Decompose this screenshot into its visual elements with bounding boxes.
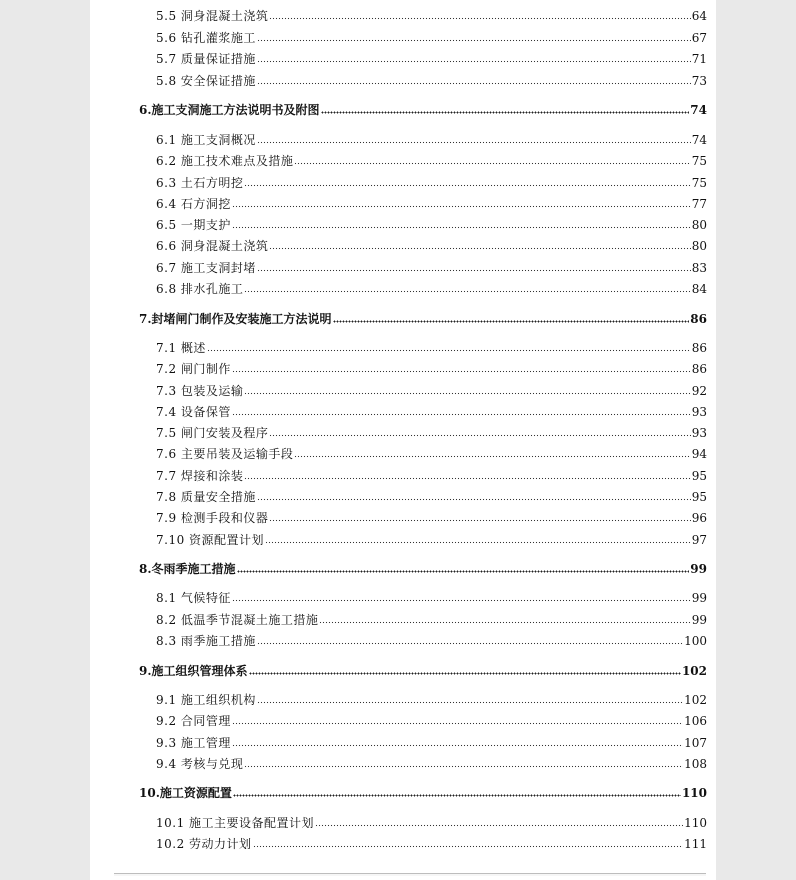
dot-leader: [269, 239, 690, 250]
toc-page-number: 110: [681, 786, 707, 800]
dot-leader: [253, 837, 684, 848]
page-bottom-edge: [114, 873, 706, 876]
dot-leader: [269, 9, 690, 20]
dot-leader: [232, 362, 691, 373]
toc-page-number: 86: [691, 362, 707, 376]
toc-section-entry[interactable]: [156, 281, 707, 297]
toc-section-entry[interactable]: [156, 340, 707, 356]
toc-section-entry[interactable]: [156, 30, 707, 46]
toc-entry-title: 5.5 洞身混凝土浇筑: [156, 9, 269, 23]
toc-page-number: 102: [681, 664, 707, 678]
toc-section-entry[interactable]: [156, 489, 707, 505]
toc-page-number: 99: [691, 591, 707, 605]
toc-page-number: 107: [684, 736, 707, 750]
toc-entry-title: 8.2 低温季节混凝土施工措施: [156, 613, 319, 627]
toc-chapter-entry[interactable]: [139, 561, 707, 577]
toc-section-entry[interactable]: [156, 836, 707, 852]
dot-leader: [257, 693, 683, 704]
toc-entry-title: 6.5 一期支护: [156, 218, 231, 232]
toc-page-number: 93: [691, 405, 707, 419]
toc-section-entry[interactable]: [156, 73, 707, 89]
dot-leader: [269, 511, 690, 522]
toc-chapter-entry[interactable]: [139, 102, 707, 118]
dot-leader: [207, 341, 691, 352]
toc-entry-title: 7.9 检测手段和仪器: [156, 511, 269, 525]
toc-entry-title: 8.冬雨季施工措施: [139, 562, 236, 576]
toc-section-entry[interactable]: [156, 510, 707, 526]
dot-leader: [232, 591, 691, 602]
toc-section-entry[interactable]: [156, 217, 707, 233]
dot-leader: [237, 562, 690, 573]
toc-section-entry[interactable]: [156, 51, 707, 67]
toc-chapter-entry[interactable]: [139, 663, 707, 679]
toc-page-number: 67: [691, 31, 707, 45]
toc-entry-title: 5.8 安全保证措施: [156, 74, 256, 88]
dot-leader: [244, 176, 690, 187]
toc-entry-title: 7.7 焊接和涂装: [156, 469, 244, 483]
toc-page-number: 74: [691, 133, 707, 147]
toc-page-number: 84: [691, 282, 707, 296]
toc-entry-title: 9.施工组织管理体系: [139, 664, 248, 678]
toc-entry-title: 5.6 钻孔灌浆施工: [156, 31, 256, 45]
toc-section-entry[interactable]: [156, 446, 707, 462]
dot-leader: [294, 154, 690, 165]
toc-section-entry[interactable]: [156, 260, 707, 276]
dot-leader: [232, 197, 691, 208]
toc-page-number: 96: [691, 511, 707, 525]
toc-chapter-entry[interactable]: [139, 785, 707, 801]
dot-leader: [257, 31, 691, 42]
toc-page-number: 93: [691, 426, 707, 440]
toc-section-entry[interactable]: [156, 468, 707, 484]
toc-section-entry[interactable]: [156, 196, 707, 212]
document-page: [90, 0, 716, 880]
toc-entry-title: 7.封堵闸门制作及安装施工方法说明: [139, 312, 332, 326]
toc-entry-title: 7.3 包装及运输: [156, 384, 244, 398]
toc-entry-title: 7.2 闸门制作: [156, 362, 231, 376]
toc-page-number: 110: [684, 816, 707, 830]
toc-page-number: 71: [691, 52, 707, 66]
dot-leader: [244, 757, 683, 768]
dot-leader: [257, 133, 691, 144]
toc-entry-title: 10.1 施工主要设备配置计划: [156, 816, 315, 830]
dot-leader: [294, 447, 690, 458]
toc-entry-title: 7.4 设备保管: [156, 405, 231, 419]
toc-section-entry[interactable]: [156, 756, 707, 772]
toc-section-entry[interactable]: [156, 404, 707, 420]
toc-section-entry[interactable]: [156, 383, 707, 399]
toc-page-number: 99: [690, 562, 707, 576]
dot-leader: [244, 384, 690, 395]
toc-section-entry[interactable]: [156, 713, 707, 729]
toc-page-number: 94: [691, 447, 707, 461]
toc-page-number: 95: [691, 469, 707, 483]
toc-entry-title: 7.6 主要吊装及运输手段: [156, 447, 294, 461]
dot-leader: [315, 816, 683, 827]
dot-leader: [232, 405, 691, 416]
dot-leader: [244, 469, 690, 480]
toc-entry-title: 7.8 质量安全措施: [156, 490, 256, 504]
dot-leader: [321, 103, 690, 114]
toc-page-number: 64: [691, 9, 707, 23]
toc-section-entry[interactable]: [156, 175, 707, 191]
dot-leader: [257, 490, 691, 501]
toc-entry-title: 10.2 劳动力计划: [156, 837, 252, 851]
toc-entry-title: 7.10 资源配置计划: [156, 533, 265, 547]
toc-entry-title: 10.施工资源配置: [139, 786, 232, 800]
dot-leader: [232, 714, 683, 725]
toc-entry-title: 9.2 合同管理: [156, 714, 231, 728]
toc-entry-title: 7.5 闸门安装及程序: [156, 426, 269, 440]
toc-entry-title: 5.7 质量保证措施: [156, 52, 256, 66]
dot-leader: [257, 52, 691, 63]
dot-leader: [269, 426, 690, 437]
toc-section-entry[interactable]: [156, 153, 707, 169]
dot-leader: [257, 261, 691, 272]
dot-leader: [257, 74, 691, 85]
toc-section-entry[interactable]: [156, 735, 707, 751]
toc-page-number: 99: [691, 613, 707, 627]
toc-page-number: 73: [691, 74, 707, 88]
toc-entry-title: 9.3 施工管理: [156, 736, 231, 750]
toc-page-number: 75: [691, 176, 707, 190]
toc-entry-title: 6.1 施工支洞概况: [156, 133, 256, 147]
toc-page-number: 106: [684, 714, 707, 728]
toc-page-number: 102: [684, 693, 707, 707]
toc-entry-title: 6.3 土石方明挖: [156, 176, 244, 190]
toc-section-entry[interactable]: [156, 692, 707, 708]
toc-entry-title: 6.施工支洞施工方法说明书及附图: [139, 103, 320, 117]
toc-section-entry[interactable]: [156, 132, 707, 148]
toc-page-number: 111: [684, 837, 707, 851]
toc-page-number: 74: [690, 103, 707, 117]
toc-page-number: 100: [684, 634, 707, 648]
toc-entry-title: 7.1 概述: [156, 341, 206, 355]
dot-leader: [257, 634, 683, 645]
dot-leader: [333, 312, 690, 323]
dot-leader: [233, 786, 681, 797]
toc-section-entry[interactable]: [156, 425, 707, 441]
dot-leader: [265, 533, 691, 544]
toc-section-entry[interactable]: [156, 8, 707, 24]
toc-section-entry[interactable]: [156, 532, 707, 548]
toc-page-number: 83: [691, 261, 707, 275]
toc-entry-title: 6.2 施工技术难点及措施: [156, 154, 294, 168]
dot-leader: [249, 664, 681, 675]
toc-section-entry[interactable]: [156, 612, 707, 628]
toc-page-number: 80: [691, 239, 707, 253]
toc-entry-title: 6.4 石方洞挖: [156, 197, 231, 211]
toc-entry-title: 6.8 排水孔施工: [156, 282, 244, 296]
toc-section-entry[interactable]: [156, 238, 707, 254]
dot-leader: [232, 218, 691, 229]
dot-leader: [232, 736, 683, 747]
toc-page-number: 92: [691, 384, 707, 398]
toc-chapter-entry[interactable]: [139, 311, 707, 327]
toc-entry-title: 6.7 施工支洞封堵: [156, 261, 256, 275]
toc-page-number: 95: [691, 490, 707, 504]
dot-leader: [244, 282, 690, 293]
dot-leader: [319, 613, 690, 624]
toc-page-number: 77: [691, 197, 707, 211]
toc-section-entry[interactable]: [156, 633, 707, 649]
toc-page-number: 97: [691, 533, 707, 547]
toc-entry-title: 8.1 气候特征: [156, 591, 231, 605]
toc-entry-title: 6.6 洞身混凝土浇筑: [156, 239, 269, 253]
toc-entry-title: 8.3 雨季施工措施: [156, 634, 256, 648]
toc-page-number: 108: [684, 757, 707, 771]
toc-page-number: 86: [690, 312, 707, 326]
toc-entry-title: 9.4 考核与兑现: [156, 757, 244, 771]
toc-page-number: 86: [691, 341, 707, 355]
toc-section-entry[interactable]: [156, 815, 707, 831]
toc-page-number: 75: [691, 154, 707, 168]
toc-page-number: 80: [691, 218, 707, 232]
toc-entry-title: 9.1 施工组织机构: [156, 693, 256, 707]
toc-section-entry[interactable]: [156, 361, 707, 377]
toc-section-entry[interactable]: [156, 590, 707, 606]
